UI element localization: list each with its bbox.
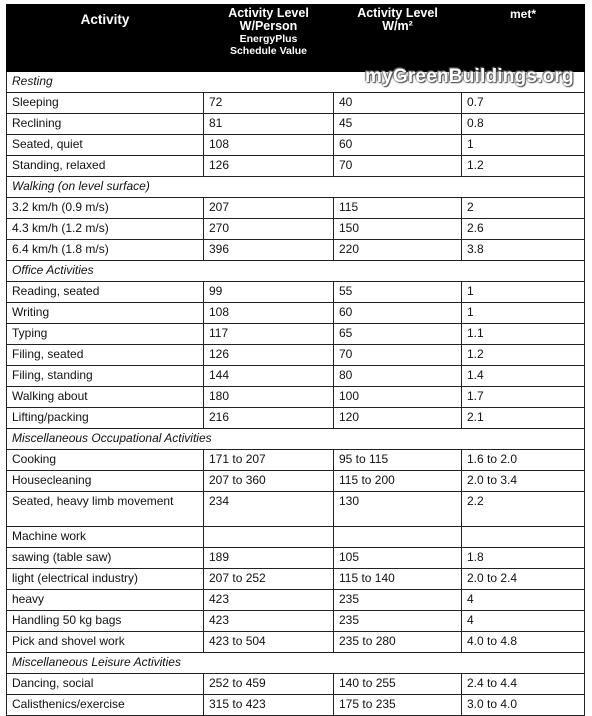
section-row: [7, 261, 585, 282]
header-activity: Activity: [7, 5, 204, 72]
w-m2-cell: 175 to 235: [334, 695, 462, 716]
w-person-cell: 189: [204, 548, 334, 569]
section-label: Office Activities: [7, 261, 585, 282]
header-w-person-line4: Schedule Value: [229, 45, 308, 57]
activity-cell: Seated, heavy limb movement: [7, 492, 204, 527]
w-person-cell: 207 to 252: [204, 569, 334, 590]
activity-cell: Typing: [7, 324, 204, 345]
w-person-cell: 126: [204, 156, 334, 177]
activity-cell: Walking about: [7, 387, 204, 408]
w-m2-cell: 130: [334, 492, 462, 527]
activity-cell: Machine work: [7, 527, 204, 548]
activity-cell: Sleeping: [7, 93, 204, 114]
activity-cell: sawing (table saw): [7, 548, 204, 569]
header-w-m2: [334, 5, 462, 72]
activity-cell: Handling 50 kg bags: [7, 611, 204, 632]
activity-cell: Seated, quiet: [7, 135, 204, 156]
activity-cell: 3.2 km/h (0.9 m/s): [7, 198, 204, 219]
met-cell: 1.6 to 2.0: [462, 450, 585, 471]
w-person-cell: 108: [204, 135, 334, 156]
w-m2-cell: 150: [334, 219, 462, 240]
table-row: [7, 548, 585, 569]
activity-cell: Lifting/packing: [7, 408, 204, 429]
met-cell: 2.0 to 2.4: [462, 569, 585, 590]
section-label: Resting: [7, 72, 585, 93]
met-cell: 1.2: [462, 156, 585, 177]
w-person-cell: 270: [204, 219, 334, 240]
w-person-cell: 117: [204, 324, 334, 345]
w-person-cell: 216: [204, 408, 334, 429]
section-row: [7, 177, 585, 198]
table-row: [7, 93, 585, 114]
table-row: [7, 527, 585, 548]
met-cell: 2: [462, 198, 585, 219]
w-person-cell: 207: [204, 198, 334, 219]
table-row: [7, 324, 585, 345]
w-m2-cell: 55: [334, 282, 462, 303]
w-person-cell: 171 to 207: [204, 450, 334, 471]
w-m2-cell: 220: [334, 240, 462, 261]
activity-cell: Pick and shovel work: [7, 632, 204, 653]
section-label: Miscellaneous Leisure Activities: [7, 653, 585, 674]
w-m2-cell: 115: [334, 198, 462, 219]
table-row: [7, 303, 585, 324]
w-m2-cell: 235 to 280: [334, 632, 462, 653]
table-row: [7, 198, 585, 219]
activity-cell: light (electrical industry): [7, 569, 204, 590]
w-m2-cell: 60: [334, 303, 462, 324]
w-m2-cell: 60: [334, 135, 462, 156]
w-person-cell: 126: [204, 345, 334, 366]
w-m2-cell: 115 to 200: [334, 471, 462, 492]
table-row: [7, 387, 585, 408]
w-person-cell: 180: [204, 387, 334, 408]
activity-cell: heavy: [7, 590, 204, 611]
activity-cell: Housecleaning: [7, 471, 204, 492]
met-cell: 4: [462, 611, 585, 632]
activity-cell: Dancing, social: [7, 674, 204, 695]
w-person-cell: 423 to 504: [204, 632, 334, 653]
activity-cell: 4.3 km/h (1.2 m/s): [7, 219, 204, 240]
met-cell: 1.7: [462, 387, 585, 408]
section-row: [7, 429, 585, 450]
met-cell: 4: [462, 590, 585, 611]
header-w-person-line2: W/Person: [239, 19, 298, 33]
met-cell: 1: [462, 282, 585, 303]
table-row: [7, 611, 585, 632]
table-row: [7, 240, 585, 261]
met-cell: 3.0 to 4.0: [462, 695, 585, 716]
table-row: [7, 156, 585, 177]
w-person-cell: 108: [204, 303, 334, 324]
header-w-person: [204, 5, 334, 72]
met-cell: [462, 527, 585, 548]
table-row: [7, 282, 585, 303]
met-cell: 2.1: [462, 408, 585, 429]
header-row: [7, 5, 585, 72]
w-m2-cell: 100: [334, 387, 462, 408]
w-person-cell: 396: [204, 240, 334, 261]
met-cell: 3.8: [462, 240, 585, 261]
activity-cell: Standing, relaxed: [7, 156, 204, 177]
met-cell: 2.0 to 3.4: [462, 471, 585, 492]
w-m2-cell: 235: [334, 590, 462, 611]
w-m2-cell: 70: [334, 345, 462, 366]
table-row: [7, 345, 585, 366]
section-label: Walking (on level surface): [7, 177, 585, 198]
section-label: Miscellaneous Occupational Activities: [7, 429, 585, 450]
w-m2-cell: 45: [334, 114, 462, 135]
met-cell: 2.2: [462, 492, 585, 527]
section-row: [7, 653, 585, 674]
met-cell: 0.8: [462, 114, 585, 135]
w-m2-cell: 115 to 140: [334, 569, 462, 590]
w-m2-cell: 40: [334, 93, 462, 114]
w-m2-cell: 65: [334, 324, 462, 345]
watermark: myGreenBuildings.org: [365, 66, 574, 87]
w-m2-cell: 140 to 255: [334, 674, 462, 695]
header-w-m2-line2: W/m²: [382, 19, 413, 33]
table-row: [7, 674, 585, 695]
w-person-cell: 144: [204, 366, 334, 387]
met-cell: 2.6: [462, 219, 585, 240]
w-person-cell: 252 to 459: [204, 674, 334, 695]
header-w-person-line1: Activity Level: [228, 6, 309, 20]
table-row: [7, 569, 585, 590]
w-person-cell: 315 to 423: [204, 695, 334, 716]
w-m2-cell: 80: [334, 366, 462, 387]
header-w-person-line3: EnergyPlus: [239, 33, 298, 45]
activity-cell: Reading, seated: [7, 282, 204, 303]
table-row: [7, 471, 585, 492]
w-person-cell: [204, 527, 334, 548]
met-cell: 2.4 to 4.4: [462, 674, 585, 695]
w-person-cell: 423: [204, 590, 334, 611]
table-row: [7, 695, 585, 716]
met-cell: 0.7: [462, 93, 585, 114]
table-row: [7, 366, 585, 387]
table-row: [7, 632, 585, 653]
w-person-cell: 234: [204, 492, 334, 527]
activity-cell: Calisthenics/exercise: [7, 695, 204, 716]
table-row: [7, 590, 585, 611]
met-cell: 1.8: [462, 548, 585, 569]
met-cell: 4.0 to 4.8: [462, 632, 585, 653]
met-cell: 1.4: [462, 366, 585, 387]
w-m2-cell: 235: [334, 611, 462, 632]
met-cell: 1.2: [462, 345, 585, 366]
activity-cell: 6.4 km/h (1.8 m/s): [7, 240, 204, 261]
met-cell: 1.1: [462, 324, 585, 345]
w-person-cell: 99: [204, 282, 334, 303]
table-row: [7, 114, 585, 135]
table-row: [7, 450, 585, 471]
header-w-m2-line1: Activity Level: [357, 6, 438, 20]
activity-table: [6, 4, 585, 716]
w-person-cell: 207 to 360: [204, 471, 334, 492]
table-row: [7, 492, 585, 527]
w-m2-cell: 95 to 115: [334, 450, 462, 471]
w-m2-cell: 70: [334, 156, 462, 177]
activity-cell: Reclining: [7, 114, 204, 135]
activity-cell: Writing: [7, 303, 204, 324]
w-m2-cell: 120: [334, 408, 462, 429]
activity-cell: Cooking: [7, 450, 204, 471]
w-person-cell: 81: [204, 114, 334, 135]
w-m2-cell: 105: [334, 548, 462, 569]
met-cell: 1: [462, 135, 585, 156]
w-m2-cell: [334, 527, 462, 548]
activity-cell: Filing, standing: [7, 366, 204, 387]
w-person-cell: 423: [204, 611, 334, 632]
header-met: met*: [462, 5, 585, 72]
table-body: [7, 72, 585, 716]
table-row: [7, 135, 585, 156]
table-row: [7, 408, 585, 429]
w-person-cell: 72: [204, 93, 334, 114]
met-cell: 1: [462, 303, 585, 324]
activity-cell: Filing, seated: [7, 345, 204, 366]
table-row: [7, 219, 585, 240]
